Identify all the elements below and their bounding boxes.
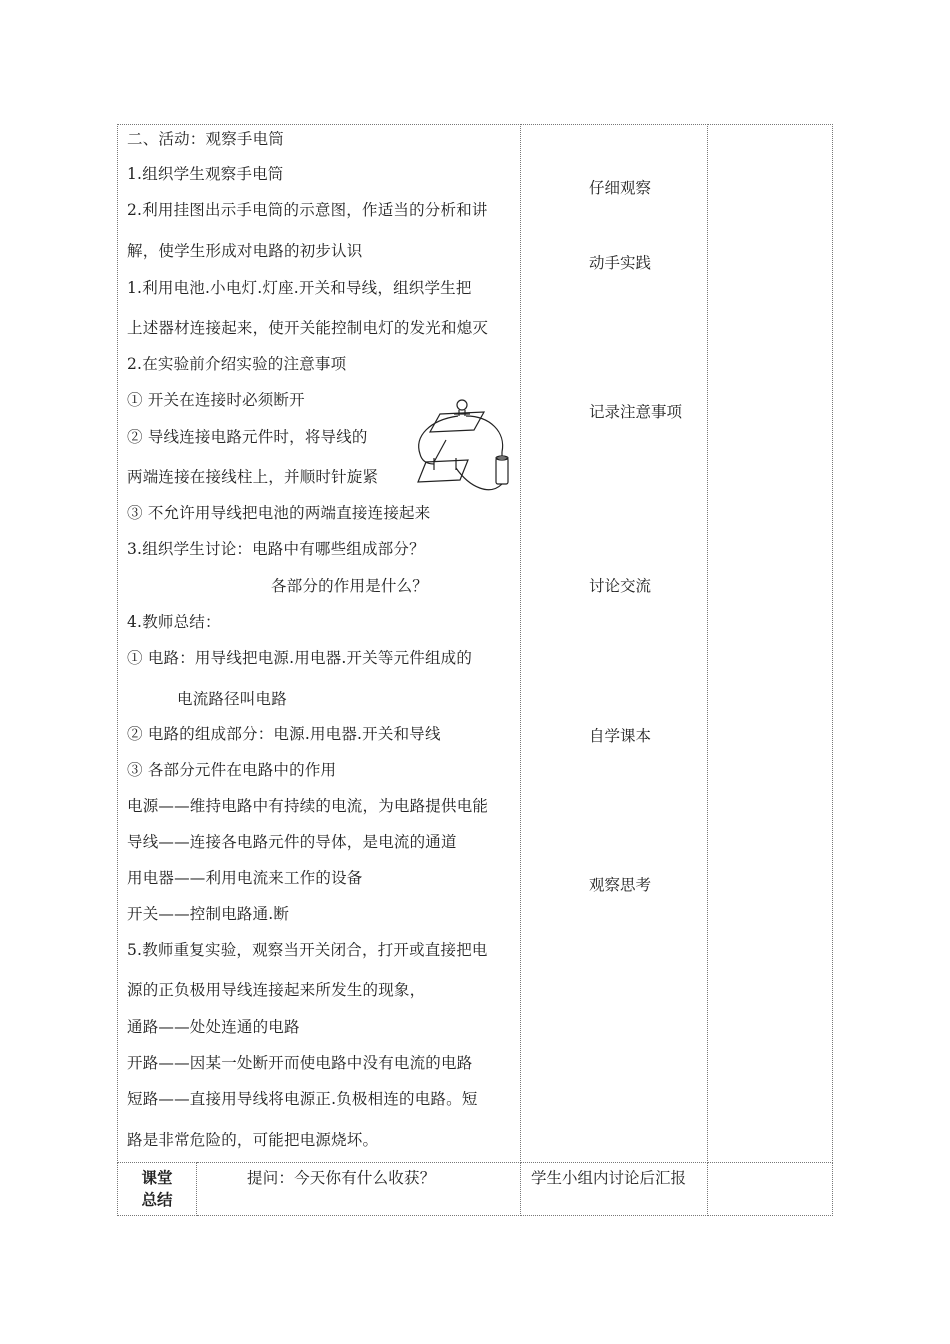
student-activity-cell [521, 124, 708, 1163]
text-line: 通路——处处连通的电路 [127, 1018, 300, 1036]
text-line: 3.组织学生讨论：电路中有哪些组成部分？ [127, 540, 425, 558]
text-line: 路是非常危险的，可能把电源烧坏。 [127, 1131, 379, 1149]
student-activity-item: 观察思考 [589, 876, 652, 894]
text-line: 导线——连接各电路元件的导体，是电流的通道 [127, 833, 457, 851]
text-line: ① 电路：用导线把电源.用电器.开关等元件组成的 [127, 649, 473, 667]
student-activity-item: 讨论交流 [589, 577, 652, 595]
text-line: 开路——因某一处断开而使电路中没有电流的电路 [127, 1054, 473, 1072]
text-line: 2.利用挂图出示手电筒的示意图，作适当的分析和讲 [127, 201, 488, 219]
text-line: ② 电路的组成部分：电源.用电器.开关和导线 [127, 725, 441, 743]
summary-student-response: 学生小组内讨论后汇报 [531, 1169, 687, 1187]
summary-label [117, 1167, 197, 1211]
text-line: 5.教师重复实验，观察当开关闭合，打开或直接把电 [127, 941, 488, 959]
text-line: 各部分的作用是什么？ [271, 577, 429, 595]
circuit-diagram-figure [410, 392, 522, 500]
text-line: 上述器材连接起来，使开关能控制电灯的发光和熄灭 [127, 319, 489, 337]
summary-question: 提问：今天你有什么收获？ [247, 1169, 436, 1187]
text-line: 开关——控制电路通.断 [127, 905, 290, 923]
student-activity-item: 自学课本 [589, 727, 652, 745]
text-line: 用电器——利用电流来工作的设备 [127, 869, 363, 887]
text-line: ③ 各部分元件在电路中的作用 [127, 761, 337, 779]
text-line: 源的正负极用导线连接起来所发生的现象， [127, 981, 426, 999]
text-line: 2.在实验前介绍实验的注意事项 [127, 355, 347, 373]
text-line: 电流路径叫电路 [177, 690, 287, 708]
text-line: 电源——维持电路中有持续的电流，为电路提供电能 [127, 797, 489, 815]
text-line: 二、活动：观察手电筒 [127, 130, 285, 148]
text-line: 4.教师总结： [127, 613, 221, 631]
text-line: ③ 不允许用导线把电池的两端直接连接起来 [127, 504, 431, 522]
summary-label-line1: 课堂 [141, 1168, 173, 1187]
text-line: 解，使学生形成对电路的初步认识 [127, 242, 363, 260]
text-line: 1.组织学生观察手电筒 [127, 165, 284, 183]
student-activity-item: 仔细观察 [589, 179, 652, 197]
text-line: 短路——直接用导线将电源正.负极相连的电路。短 [127, 1090, 478, 1108]
student-activity-item: 记录注意事项 [589, 403, 683, 421]
text-line: ① 开关在连接时必须断开 [127, 391, 305, 409]
summary-notes-cell [708, 1162, 833, 1216]
text-line: 1.利用电池.小电灯.灯座.开关和导线，组织学生把 [127, 279, 472, 297]
student-activity-item: 动手实践 [589, 254, 652, 272]
summary-label-line2: 总结 [141, 1190, 173, 1209]
notes-cell [708, 124, 833, 1163]
text-line: 两端连接在接线柱上，并顺时针旋紧 [127, 468, 379, 486]
text-line: ② 导线连接电路元件时，将导线的 [127, 428, 368, 446]
